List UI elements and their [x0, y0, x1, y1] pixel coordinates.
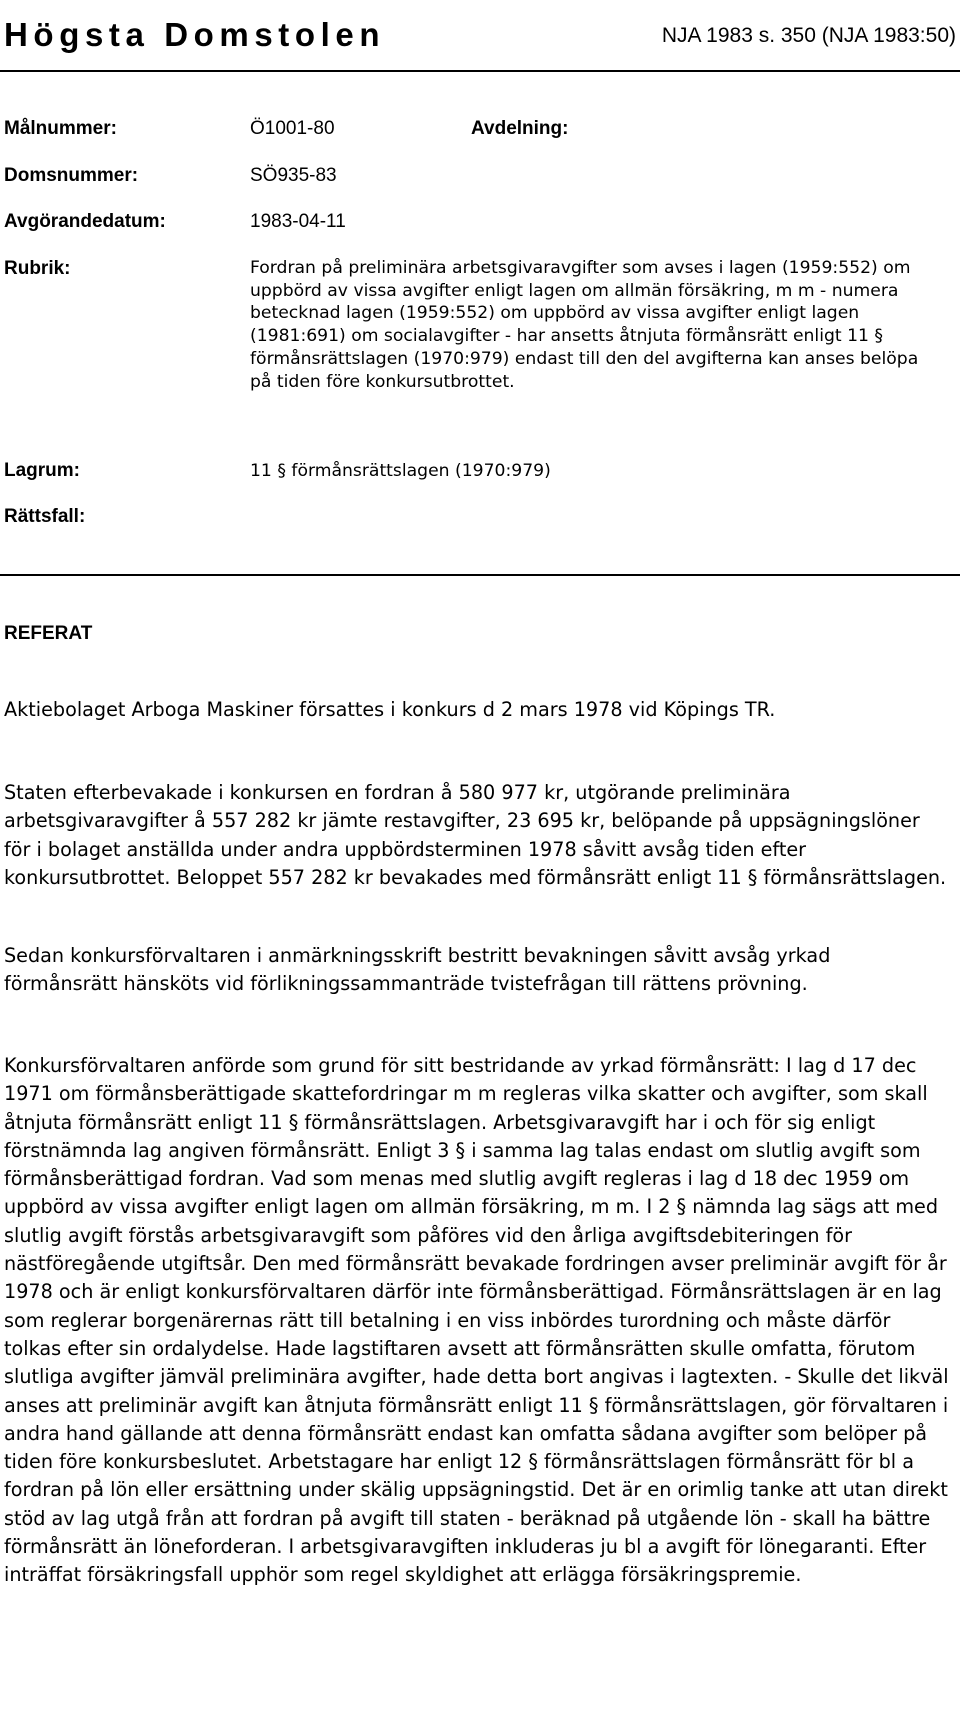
rubrik-text: Fordran på preliminära arbetsgivaravgifter som avses i lagen (1959:552) om uppbörd av vissa avgifter enligt lagen om allmän försäkring, m m - numera betecknad lagen (1959:552) om uppbörd av vissa avgifter enligt lagen (1981:691) om socialavgifter - har ansetts åtnjuta förmånsrätt enligt 11 § förmånsrättslagen (1970:979) endast till den del avgifterna kan anses belöpa på tiden före konkursutbrottet. [250, 258, 919, 392]
avgorandedatum-value: 1983-04-11 [250, 211, 346, 232]
malnummer-label: Målnummer: [4, 118, 117, 139]
rubrik-label: Rubrik: [4, 258, 71, 279]
referat-paragraph: Konkursförvaltaren anförde som grund för sitt bestridande av yrkad förmånsrätt: I lag d 17 dec 1971 om förmånsberättigade skattefordringar m m regleras vilka skatter och avgifter, som skall åtnjuta förmånsrätt enligt 11 § förmånsrättslagen. Arbetsgivaravgift har i och för sig enligt förstnämnda lag angiven förmånsrätt. Enligt 3 § i samma lag talas endast om slutlig avgift som förmånsberättigad fordran. Vad som menas med slutlig avgift regleras i lag d 18 dec 1959 om uppbörd av vissa avgifter enligt lagen om allmän försäkring, m m. I 2 § nämnda lag sägs att med slutlig avgift förstås arbetsgivaravgift som påföres vid den årliga avgiftsdebiteringen för nästföregående utgiftsår. Den med förmånsrätt bevakade fordringen avser preliminär avgift för år 1978 och är enligt konkursförvaltaren därför inte förmånsberättigad. Förmånsrättslagen är en lag som reglerar borgenärernas rätt till betalning i en viss inbördes turordning och måste därför tolkas efter sin ordalydelse. Hade lagstiftaren avsett att förmånsrätten skulle omfatta, förutom slutliga avgifter jämväl preliminära avgifter, hade detta bort angivas i lagtexten. - Skulle det likväl anses att preliminär avgift kan åtnjuta förmånsrätt enligt 11 § förmånsrättslagen, gör förvaltaren i andra hand gällande att denna förmånsrätt endast kan omfatta sådana avgifter som belöper på tiden före konkursbeslutet. Arbetstagare har enligt 12 § förmånsrättslagen förmånsrätt för bl a fordran på lön eller ersättning under skälig uppsägningstid. Det är en orimlig tanke att utan direkt stöd av lag utgå från att fordran på avgift till staten - beräknad på utgående lön - skall ha bättre förmånsrätt än löneforderan. I arbetsgivaravgiften inkluderas ju bl a avgift för lönegaranti. Efter inträffat försäkringsfall upphör som regel skyldighet att erlägga försäkringspremie. [4, 1054, 949, 1587]
domsnummer-label: Domsnummer: [4, 165, 139, 186]
section-divider [0, 574, 960, 576]
malnummer-value: Ö1001-80 [250, 118, 335, 139]
lagrum-value: 11 § förmånsrättslagen (1970:979) [250, 461, 551, 481]
referat-paragraph: Aktiebolaget Arboga Maskiner försattes i konkurs d 2 mars 1978 vid Köpings TR. [4, 698, 776, 721]
header-divider [0, 70, 960, 72]
domsnummer-value: SÖ935-83 [250, 165, 337, 186]
referat-paragraph: Sedan konkursförvaltaren i anmärkningsskrift bestritt bevakningen såvitt avsåg yrkad förmånsrätt hänsköts vid förlikningssammanträde tvistefrågan till rättens prövning. [4, 944, 831, 996]
referat-heading: REFERAT [4, 623, 93, 644]
court-name: Högsta Domstolen [4, 16, 386, 53]
lagrum-label: Lagrum: [4, 460, 80, 481]
rattsfall-label: Rättsfall: [4, 506, 86, 527]
case-reference: NJA 1983 s. 350 (NJA 1983:50) [661, 24, 956, 47]
referat-paragraph: Staten efterbevakade i konkursen en fordran å 580 977 kr, utgörande preliminära arbetsgivaravgifter å 557 282 kr jämte restavgifter, 23 695 kr, belöpande på uppsägningslöner för i bolaget anställda under andra uppbördsterminen 1978 såvitt avsåg tiden efter konkursutbrottet. Beloppet 557 282 kr bevakades med förmånsrätt enligt 11 § förmånsrättslagen. [4, 781, 947, 889]
document-header [0, 0, 960, 72]
avgorandedatum-label: Avgörandedatum: [4, 211, 166, 232]
avdelning-label: Avdelning: [471, 118, 569, 139]
